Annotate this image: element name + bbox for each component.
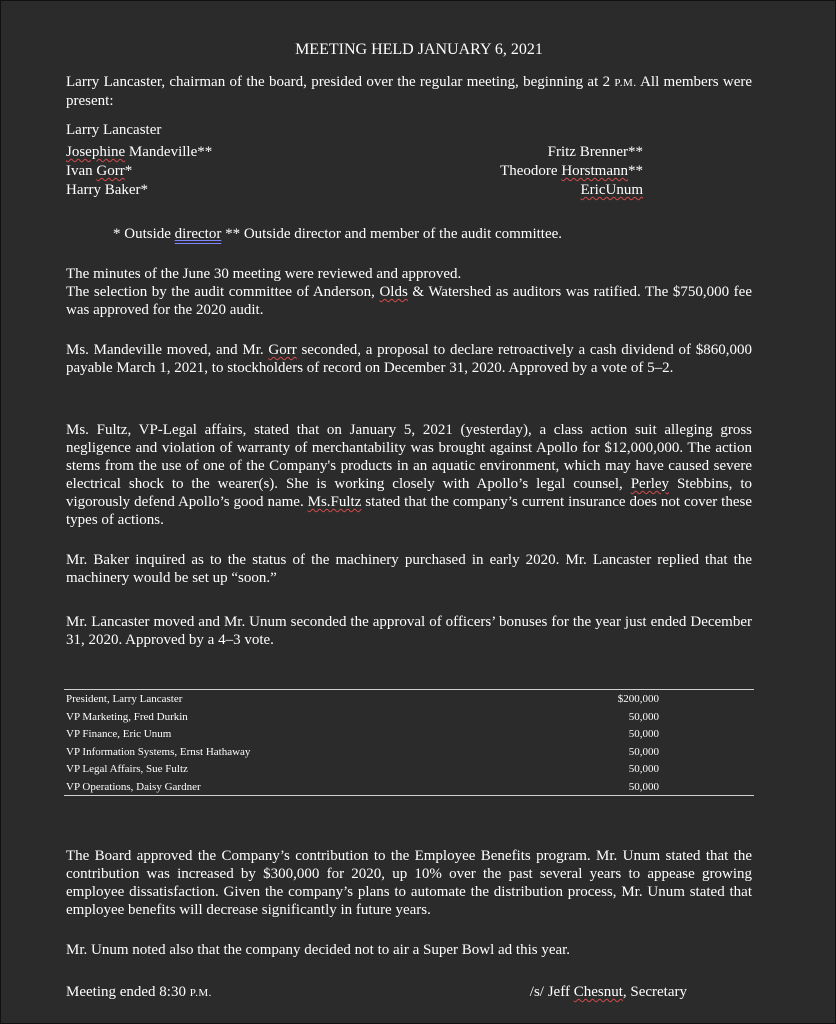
member-ivan-mark: * xyxy=(124,163,133,179)
bonus-paragraph: Mr. Lancaster moved and Mr. Unum seconded the approval of officers’ bonuses for the year just ended December 31, 2020. Approved by a 4–3 vote. xyxy=(66,614,752,648)
bonus-officer: VP Operations, Daisy Gardner xyxy=(66,780,201,793)
dividend-paragraph xyxy=(66,341,752,377)
bonus-officer: VP Information Systems, Ernst Hathaway xyxy=(66,745,251,758)
bonus-amount: 50,000 xyxy=(628,780,659,793)
lawsuit-paragraph xyxy=(66,421,752,529)
member-josephine-mandeville xyxy=(66,144,212,161)
secretary-signature xyxy=(530,984,687,1001)
auditor-olds: Olds xyxy=(379,284,408,300)
member-eric-unum xyxy=(581,182,643,199)
table-row xyxy=(64,690,754,708)
lawsuit-text-mid: Stebbins, to vigorously defend Apollo’s good name. xyxy=(66,476,752,510)
meeting-end-text: Meeting ended 8:30 xyxy=(66,984,190,1000)
lawsuit-text-end: stated that the company’s current insurance does not cover these types of actions. xyxy=(66,494,752,528)
meeting-end-suffix: P.M. xyxy=(189,987,212,999)
bonus-table xyxy=(64,689,754,796)
table-row xyxy=(64,778,754,797)
member-josephine-name: Josephine xyxy=(66,144,126,160)
member-theodore-mark: ** xyxy=(628,163,643,179)
intro-paragraph xyxy=(66,73,752,110)
auditor-text-end: & Watershed as auditors was ratified. The $750,000 fee was approved for the 2020 audit. xyxy=(66,284,752,318)
bonus-amount: 50,000 xyxy=(628,728,659,740)
bonus-officer: VP Legal Affairs, Sue Fultz xyxy=(66,763,188,775)
bonus-officer: President, Larry Lancaster xyxy=(66,693,183,705)
dividend-gorr: Gorr xyxy=(268,342,297,358)
minutes-approved-line: The minutes of the June 30 meeting were reviewed and approved. xyxy=(66,266,462,282)
intro-time-suffix: P.M. xyxy=(614,77,637,89)
member-ivan-surname: Gorr xyxy=(96,163,125,179)
dividend-text-end: seconded, a proposal to declare retroactively a cash dividend of $860,000 payable March 1, 2021, to stockholders of record on December 31, 2020. Approved by a vote of 5–2. xyxy=(66,342,752,376)
benefits-paragraph: The Board approved the Company’s contribution to the Employee Benefits program. Mr. Unum stated that the contribution was increased by $300,000 for 2020, up 10% over the past several years to appease growing employee dissatisfaction. Given the company’s plans to automate the distribution process, Mr. Unum stated that employee benefits will decrease significantly in future years. xyxy=(66,848,752,918)
bonus-amount: 50,000 xyxy=(628,745,659,758)
member-theodore-surname: Horstmann xyxy=(561,163,628,179)
bonus-amount: $200,000 xyxy=(617,693,659,705)
member-fritz-brenner: Fritz Brenner** xyxy=(547,144,643,160)
lawsuit-msfultz: Ms.Fultz xyxy=(307,494,362,510)
bonus-amount: 50,000 xyxy=(628,763,659,775)
auditor-selection-line xyxy=(66,283,752,319)
member-josephine-rest: Mandeville** xyxy=(125,144,213,160)
member-ivan-gorr xyxy=(66,163,132,180)
signature-prefix: /s/ Jeff xyxy=(529,984,574,1000)
auditor-text-start: The selection by the audit committee of Anderson, xyxy=(66,284,380,300)
minutes-paragraph xyxy=(66,265,752,319)
intro-text-start: Larry Lancaster, chairman of the board, presided over the regular meeting, beginning at 2 xyxy=(66,74,615,90)
member-theodore-horstmann xyxy=(500,163,643,180)
lawsuit-perley: Perley xyxy=(630,476,670,492)
table-row xyxy=(64,743,754,761)
table-row xyxy=(64,725,754,743)
intro-text-end: All members were present: xyxy=(66,74,752,109)
member-larry-lancaster: Larry Lancaster xyxy=(66,122,162,138)
dividend-text-start: Ms. Mandeville moved, and Mr. xyxy=(66,342,269,358)
table-row xyxy=(64,760,754,778)
member-theodore-first: Theodore xyxy=(500,163,562,179)
legend-outside: * Outside xyxy=(113,226,175,242)
director-legend xyxy=(113,226,562,243)
page-title: MEETING HELD JANUARY 6, 2021 xyxy=(295,41,543,58)
bonus-officer: VP Finance, Eric Unum xyxy=(66,728,172,740)
lawsuit-text-start: Ms. Fultz, VP-Legal affairs, stated that on January 5, 2021 (yesterday), a class action suit alleging gross negligence and violation of warranty of merchantability was brought against Apollo for $12,000,000. The action stems from the use of one of the Company's products in an aquatic environment, which may have caused severe electrical shock to the wearer(s). She is working closely with Apollo’s legal counsel, xyxy=(66,422,752,492)
bonus-officer: VP Marketing, Fred Durkin xyxy=(66,710,188,723)
signature-surname: Chesnut xyxy=(573,984,623,1000)
legend-director: director xyxy=(174,226,222,242)
member-ivan-first: Ivan xyxy=(66,163,97,179)
legend-audit: ** Outside director and member of the audit committee. xyxy=(221,226,563,242)
member-eric-name: EricUnum xyxy=(580,182,643,198)
table-row xyxy=(64,708,754,726)
member-harry-baker: Harry Baker* xyxy=(66,182,149,198)
super-bowl-paragraph: Mr. Unum noted also that the company decided not to air a Super Bowl ad this year. xyxy=(66,942,571,958)
meeting-end-time xyxy=(66,984,212,1001)
signature-title: , Secretary xyxy=(622,984,687,1000)
bonus-amount: 50,000 xyxy=(628,710,659,723)
machinery-paragraph: Mr. Baker inquired as to the status of the machinery purchased in early 2020. Mr. Lancaster replied that the machinery would be set up “soon.” xyxy=(66,552,752,586)
